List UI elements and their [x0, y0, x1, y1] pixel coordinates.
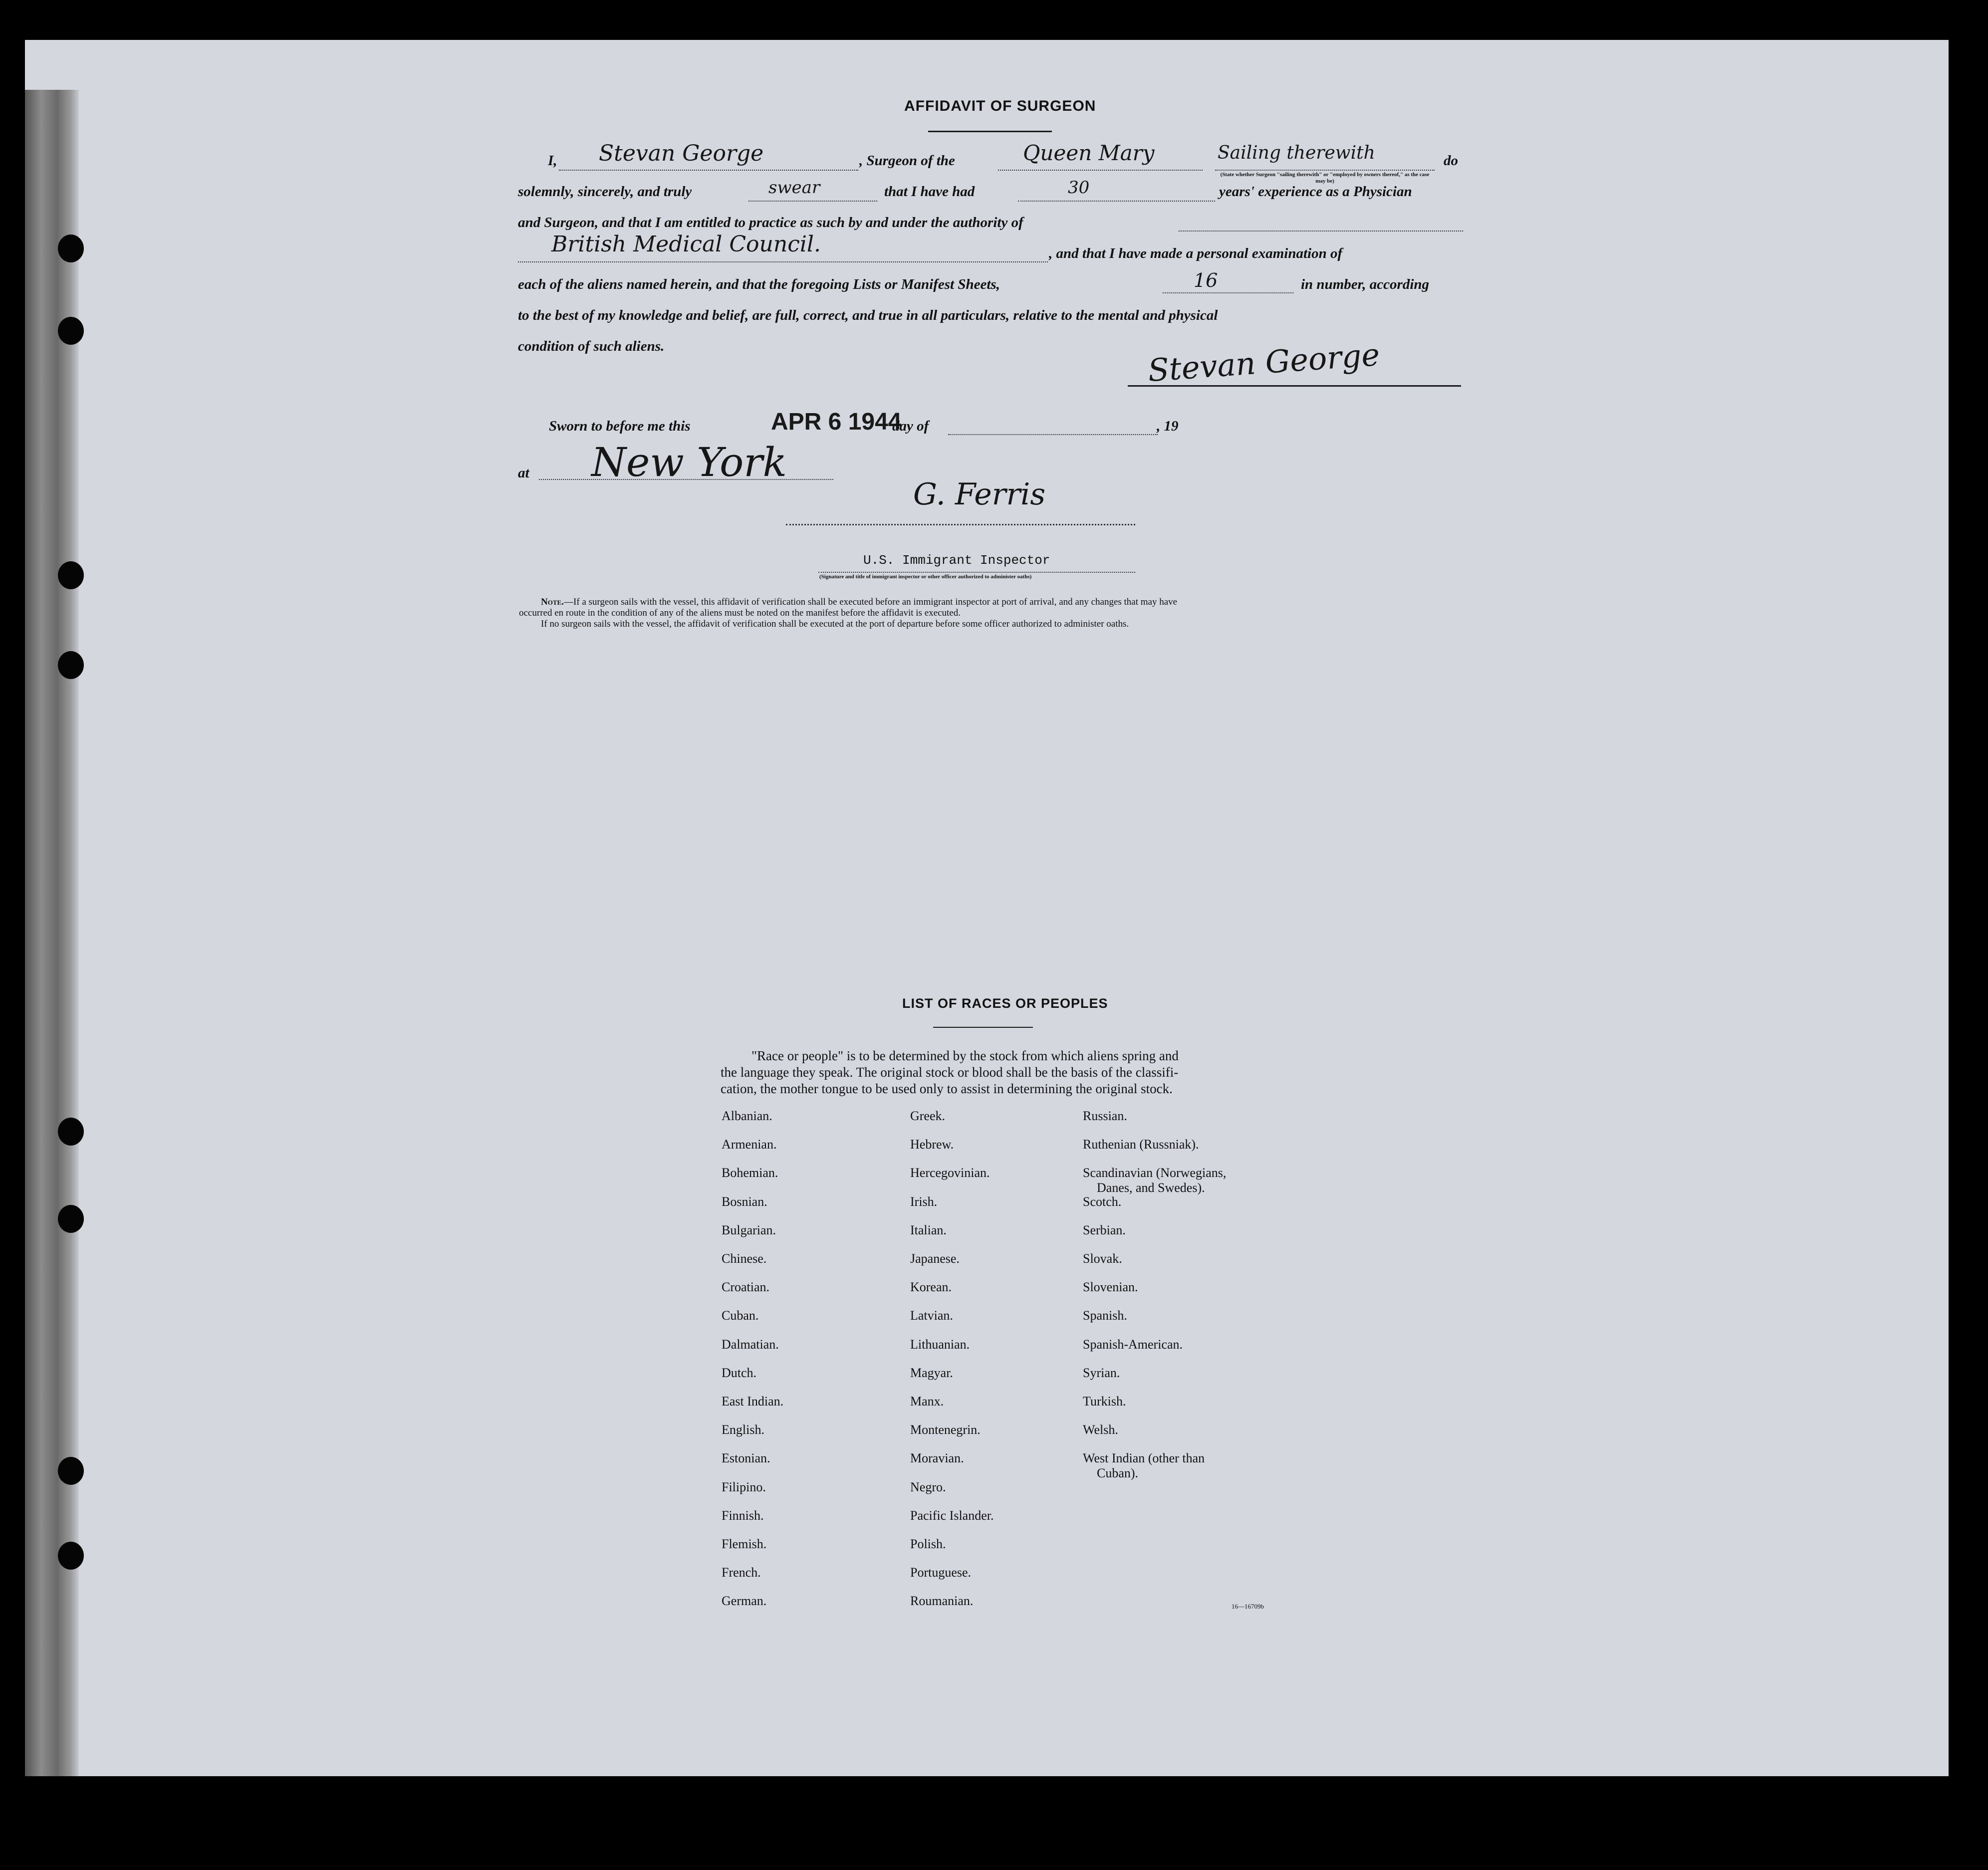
authority-line-1 — [1179, 231, 1463, 232]
races-intro-line-3: cation, the mother tongue to be used only to assist in determining the original stock. — [721, 1081, 1173, 1096]
date-stamp: APR 6 1944 — [771, 409, 902, 435]
races-intro-line-2: the language they speak. The original stock or blood shall be the basis of the classifi- — [721, 1065, 1179, 1080]
race-item: Flemish. — [722, 1537, 767, 1551]
line2-b: that I have had — [884, 184, 975, 200]
race-item: Croatian. — [722, 1280, 770, 1295]
race-item: Danes, and Swedes). — [1097, 1180, 1205, 1195]
race-item: Hercegovinian. — [910, 1166, 990, 1180]
punch-hole — [58, 1542, 84, 1570]
race-item: Polish. — [910, 1537, 946, 1551]
sworn-b: day of — [892, 418, 929, 434]
race-item: Russian. — [1083, 1109, 1127, 1123]
race-item: Cuban. — [722, 1308, 759, 1323]
races-title: LIST OF RACES OR PEOPLES — [902, 996, 1108, 1011]
inspector-signature: G. Ferris — [913, 477, 1046, 512]
race-item: Pacific Islander. — [910, 1508, 994, 1523]
punch-hole — [58, 651, 84, 679]
line6: to the best of my knowledge and belief, are full, correct, and true in all particulars, relative to the mental and physical — [518, 307, 1218, 323]
race-item: Slovak. — [1083, 1251, 1122, 1266]
swear-value: swear — [768, 178, 820, 198]
race-item: Hebrew. — [910, 1137, 954, 1152]
race-item: Turkish. — [1083, 1394, 1126, 1408]
race-item: French. — [722, 1565, 761, 1580]
affidavit-title: AFFIDAVIT OF SURGEON — [904, 98, 1096, 114]
inspector-title: U.S. Immigrant Inspector — [863, 553, 1050, 568]
race-item: West Indian (other than — [1083, 1451, 1205, 1466]
line5-a: each of the aliens named herein, and that the foregoing Lists or Manifest Sheets, — [518, 276, 1000, 292]
sworn-c: , 19 — [1157, 418, 1179, 434]
surgeon-signature: Stevan George — [1147, 336, 1381, 389]
races-intro — [721, 1048, 1259, 1097]
affidavit-note — [519, 597, 1467, 630]
race-item: Japanese. — [910, 1251, 960, 1266]
title-rule — [928, 131, 1052, 132]
inspector-title-line — [818, 572, 1135, 573]
surgeon-signature-line — [1128, 385, 1461, 387]
sheets-value: 16 — [1194, 269, 1218, 291]
race-item: Moravian. — [910, 1451, 964, 1466]
race-item: Cuban). — [1097, 1466, 1139, 1481]
race-item: Scandinavian (Norwegians, — [1083, 1166, 1227, 1180]
punch-hole — [58, 1118, 84, 1146]
note-line-3: If no surgeon sails with the vessel, the affidavit of verification shall be executed at the port of departure before some officer authorized to administer oaths. — [541, 619, 1129, 629]
line1-do: do — [1444, 153, 1458, 169]
race-item: Finnish. — [722, 1508, 764, 1523]
vessel-line — [998, 170, 1203, 171]
note-label: Note. — [541, 597, 564, 607]
years-line — [1018, 201, 1215, 202]
races-title-rule — [933, 1027, 1033, 1028]
line5-b: in number, according — [1301, 276, 1430, 292]
sworn-month-line — [948, 434, 1158, 435]
race-item: Irish. — [910, 1194, 938, 1209]
punch-hole — [58, 234, 84, 262]
race-item: Spanish-American. — [1083, 1337, 1183, 1352]
race-item: Scotch. — [1083, 1194, 1122, 1209]
line1-i: I, — [548, 153, 557, 169]
inspector-signature-line — [786, 524, 1135, 525]
punch-hole — [58, 1457, 84, 1485]
line2-c: years' experience as a Physician — [1219, 184, 1412, 200]
line1-surgeon-of: , Surgeon of the — [859, 153, 955, 169]
place-value: New York — [591, 439, 787, 485]
race-item: Negro. — [910, 1479, 946, 1494]
race-item: Dalmatian. — [722, 1337, 779, 1352]
race-item: Filipino. — [722, 1479, 766, 1494]
form-number: 16—16709b — [1232, 1603, 1264, 1610]
capacity-line — [1215, 170, 1435, 171]
race-item: Dutch. — [722, 1365, 757, 1380]
race-item: German. — [722, 1594, 767, 1609]
note-line-2: occurred en route in the condition of any of the aliens must be noted on the manifest before the affidavit is executed. — [519, 608, 961, 618]
race-item: Slovenian. — [1083, 1280, 1138, 1295]
race-item: Roumanian. — [910, 1594, 974, 1609]
race-item: Italian. — [910, 1222, 947, 1237]
surgeon-name-line — [559, 170, 858, 171]
race-item: Portuguese. — [910, 1565, 972, 1580]
races-intro-line-1: "Race or people" is to be determined by the stock from which aliens spring and — [751, 1048, 1179, 1063]
sheets-line — [1163, 292, 1293, 293]
race-item: Bosnian. — [722, 1194, 767, 1209]
race-item: Lithuanian. — [910, 1337, 970, 1352]
years-value: 30 — [1068, 178, 1090, 198]
race-item: Serbian. — [1083, 1222, 1126, 1237]
at-label: at — [518, 465, 529, 481]
note-line-1: —If a surgeon sails with the vessel, this affidavit of verification shall be executed before an immigrant inspector at port of arrival, and any changes that may have — [563, 597, 1178, 607]
capacity-note: (State whether Surgeon "sailing therewith" or "employed by owners thereof," as the case may be) — [1220, 172, 1430, 184]
surgeon-name: Stevan George — [599, 141, 764, 166]
punch-hole — [58, 561, 84, 589]
race-item: Magyar. — [910, 1365, 953, 1380]
line2-a: solemnly, sincerely, and truly — [518, 184, 692, 200]
line7: condition of such aliens. — [518, 338, 665, 354]
race-item: Greek. — [910, 1109, 946, 1123]
race-item: Montenegrin. — [910, 1422, 981, 1437]
race-item: Albanian. — [722, 1109, 772, 1123]
race-item: Syrian. — [1083, 1365, 1120, 1380]
line4-rest: , and that I have made a personal examination of — [1049, 245, 1343, 261]
capacity: Sailing therewith — [1218, 143, 1375, 163]
line3: and Surgeon, and that I am entitled to practice as such by and under the authority of — [518, 215, 1023, 231]
race-item: Latvian. — [910, 1308, 953, 1323]
inspector-note: (Signature and title of immigrant inspector or other officer authorized to administer oaths) — [819, 574, 1032, 580]
race-item: Bulgarian. — [722, 1222, 776, 1237]
race-item: Estonian. — [722, 1451, 770, 1466]
authority-value: British Medical Council. — [551, 232, 821, 257]
punch-hole — [58, 1205, 84, 1233]
punch-hole — [58, 317, 84, 345]
race-item: English. — [722, 1422, 764, 1437]
vessel-name: Queen Mary — [1023, 141, 1155, 165]
race-item: Spanish. — [1083, 1308, 1127, 1323]
race-item: Ruthenian (Russniak). — [1083, 1137, 1199, 1152]
race-item: Manx. — [910, 1394, 944, 1408]
swear-line — [748, 201, 877, 202]
race-item: Korean. — [910, 1280, 952, 1295]
race-item: Welsh. — [1083, 1422, 1118, 1437]
race-item: East Indian. — [722, 1394, 784, 1408]
race-item: Armenian. — [722, 1137, 777, 1152]
race-item: Chinese. — [722, 1251, 767, 1266]
authority-line-2 — [518, 261, 1048, 262]
sworn-a: Sworn to before me this — [549, 418, 691, 434]
race-item: Bohemian. — [722, 1166, 778, 1180]
